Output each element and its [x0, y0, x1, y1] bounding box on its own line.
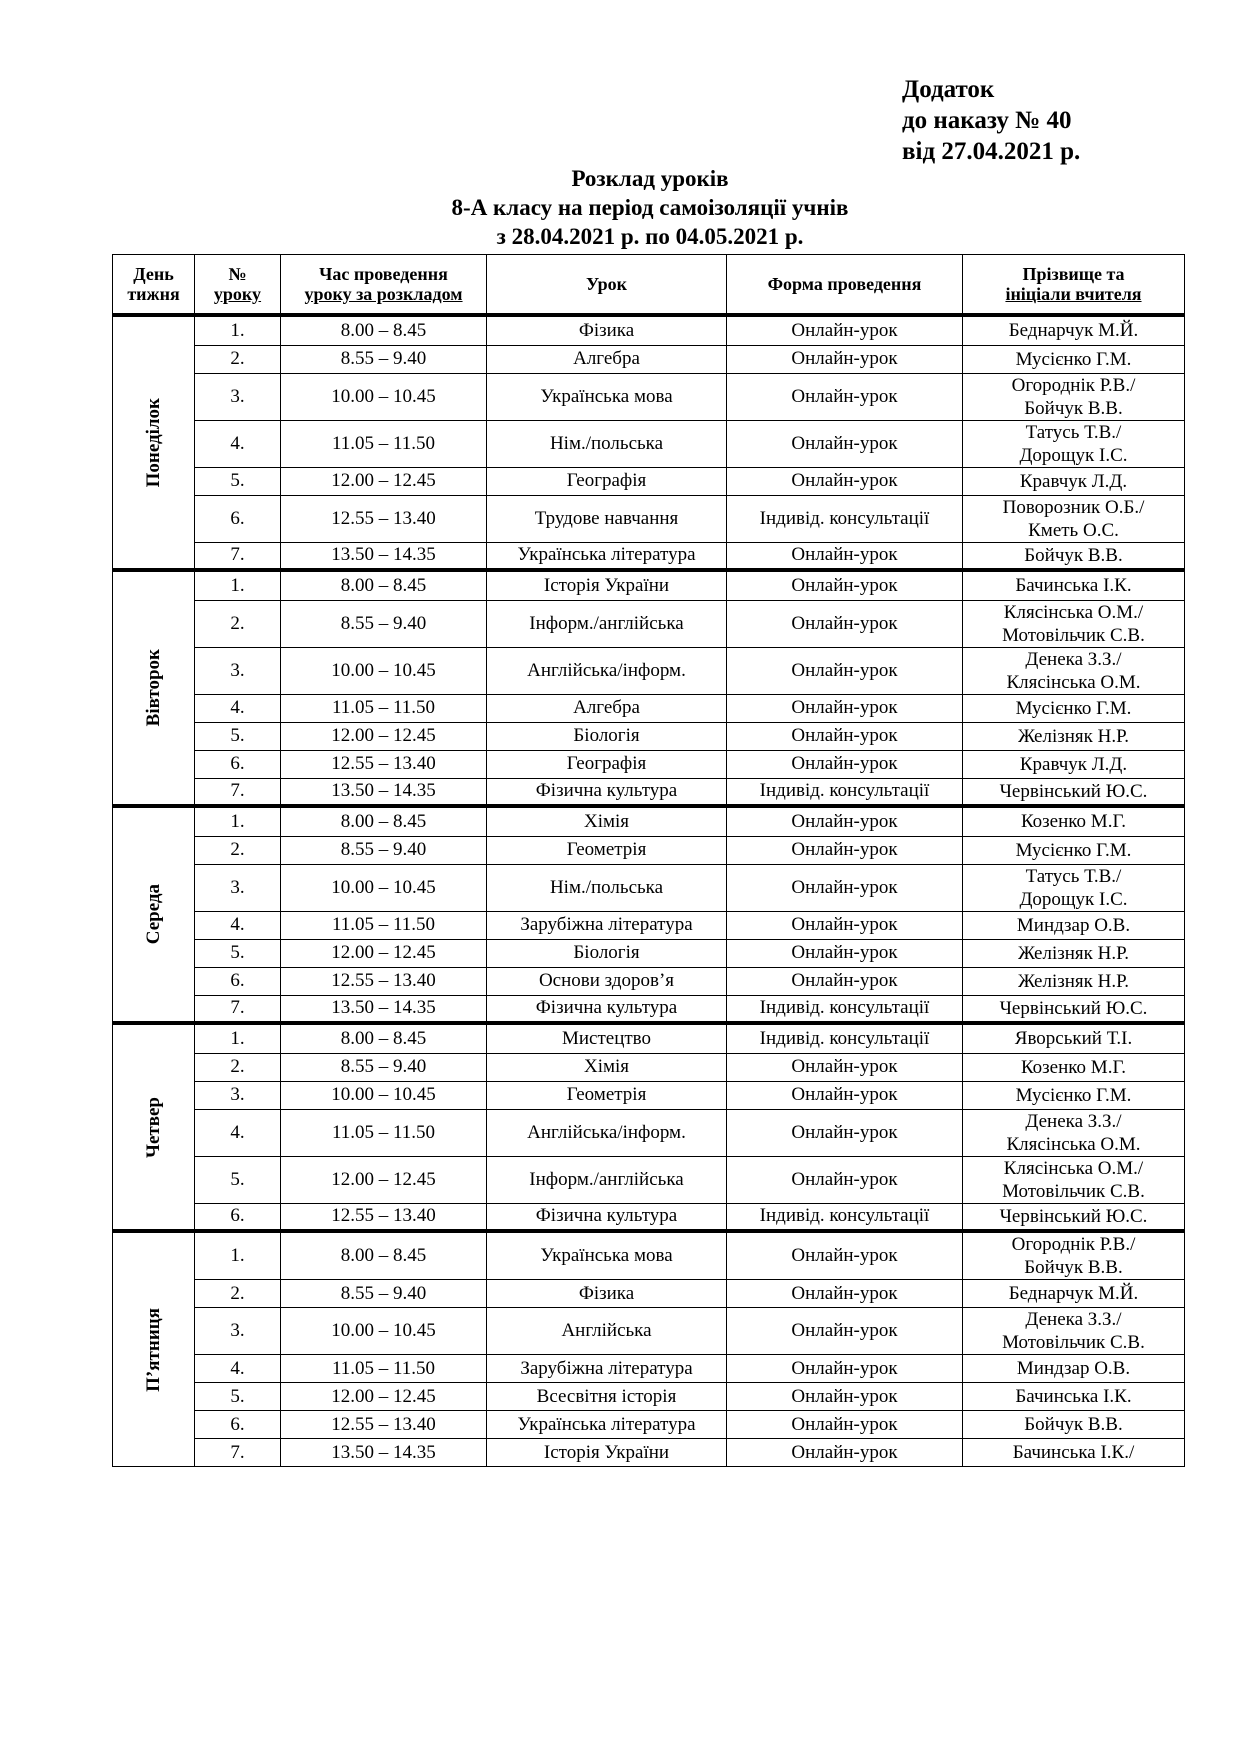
lesson-form: Онлайн-урок [727, 1109, 963, 1156]
lesson-form: Онлайн-урок [727, 806, 963, 836]
lesson-form: Онлайн-урок [727, 939, 963, 967]
lesson-number: 1. [195, 806, 281, 836]
table-row [113, 1439, 1185, 1467]
table-row [113, 600, 1185, 647]
lesson-form: Онлайн-урок [727, 750, 963, 778]
lesson-form: Онлайн-урок [727, 722, 963, 750]
lesson-subject: Геометрія [487, 836, 727, 864]
lesson-number: 6. [195, 750, 281, 778]
lesson-form: Онлайн-урок [727, 420, 963, 467]
table-row [113, 1308, 1185, 1355]
table-row [113, 722, 1185, 750]
lesson-number: 4. [195, 1355, 281, 1383]
table-row [113, 1355, 1185, 1383]
table-row [113, 1383, 1185, 1411]
table-row [113, 420, 1185, 467]
table-row [113, 373, 1185, 420]
teacher-name-line: Бачинська І.К. [1015, 575, 1132, 597]
table-row [113, 864, 1185, 911]
appendix-line-1: Додаток [902, 76, 995, 103]
lesson-time: 12.00 – 12.45 [281, 467, 487, 495]
lesson-number: 5. [195, 467, 281, 495]
day-label: Четвер [142, 1096, 164, 1158]
lesson-form: Онлайн-урок [727, 315, 963, 345]
day-cell [113, 315, 195, 570]
title-line-2: 8-А класу на період самоізоляції учнів [451, 195, 849, 220]
lesson-form: Онлайн-урок [727, 542, 963, 570]
lesson-time: 8.00 – 8.45 [281, 570, 487, 600]
day-cell [113, 806, 195, 1023]
teacher-name-line: Мусієнко Г.М. [1015, 1084, 1132, 1106]
teacher-name-line: Козенко М.Г. [1020, 1056, 1127, 1078]
lesson-teacher [963, 1023, 1185, 1053]
lesson-time: 11.05 – 11.50 [281, 420, 487, 467]
teacher-name-line: Кравчук Л.Д. [1019, 753, 1128, 775]
lesson-number: 2. [195, 600, 281, 647]
teacher-name-line: Огороднік Р.В./ [1011, 1234, 1136, 1255]
lesson-form: Індивід. консультації [727, 1203, 963, 1231]
lesson-subject: Алгебра [487, 345, 727, 373]
table-row [113, 1203, 1185, 1231]
teacher-name-line: Дорощук І.С. [1019, 888, 1128, 910]
lesson-time: 12.00 – 12.45 [281, 939, 487, 967]
table-row [113, 1023, 1185, 1053]
lesson-form: Індивід. консультації [727, 995, 963, 1023]
header-num: № уроку [195, 255, 281, 316]
lesson-form: Онлайн-урок [727, 570, 963, 600]
teacher-name-line: Мусієнко Г.М. [1015, 697, 1132, 719]
table-row [113, 939, 1185, 967]
lesson-teacher [963, 864, 1185, 911]
teacher-name-line: Бачинська І.К. [1015, 1386, 1132, 1407]
lesson-subject: Трудове навчання [487, 495, 727, 542]
lesson-subject: Англійська [487, 1308, 727, 1355]
teacher-name-line: Червінський Ю.С. [999, 997, 1148, 1019]
lesson-teacher [963, 1081, 1185, 1109]
lesson-number: 7. [195, 778, 281, 806]
lesson-number: 2. [195, 1280, 281, 1308]
lesson-time: 13.50 – 14.35 [281, 778, 487, 806]
lesson-number: 6. [195, 495, 281, 542]
lesson-teacher [963, 911, 1185, 939]
lesson-time: 8.55 – 9.40 [281, 345, 487, 373]
lesson-time: 11.05 – 11.50 [281, 911, 487, 939]
lesson-subject: Мистецтво [487, 1023, 727, 1053]
header-form: Форма проведення [727, 255, 963, 316]
lesson-subject: Геометрія [487, 1081, 727, 1109]
lesson-subject: Нім./польська [487, 864, 727, 911]
lesson-time: 12.55 – 13.40 [281, 750, 487, 778]
lesson-teacher [963, 315, 1185, 345]
table-row [113, 1280, 1185, 1308]
table-row [113, 778, 1185, 806]
table-row [113, 345, 1185, 373]
lesson-subject: Алгебра [487, 694, 727, 722]
lesson-form: Онлайн-урок [727, 836, 963, 864]
lesson-subject: Нім./польська [487, 420, 727, 467]
lesson-form: Онлайн-урок [727, 1383, 963, 1411]
lesson-teacher [963, 1411, 1185, 1439]
lesson-teacher [963, 1156, 1185, 1203]
title-line-1: Розклад уроків [571, 166, 729, 191]
lesson-number: 5. [195, 722, 281, 750]
table-row [113, 315, 1185, 345]
lesson-time: 8.55 – 9.40 [281, 600, 487, 647]
lesson-subject: Географія [487, 467, 727, 495]
lesson-subject: Зарубіжна література [487, 911, 727, 939]
day-label: Вівторок [142, 649, 164, 727]
teacher-name-line: Мусієнко Г.М. [1015, 839, 1132, 861]
lesson-subject: Фізика [487, 1280, 727, 1308]
teacher-name-line: Поворозник О.Б./ [1002, 496, 1145, 518]
lesson-teacher [963, 570, 1185, 600]
lesson-teacher [963, 939, 1185, 967]
table-row [113, 1231, 1185, 1280]
teacher-name-line: Желізняк Н.Р. [1017, 725, 1130, 747]
lesson-form: Індивід. консультації [727, 495, 963, 542]
lesson-number: 1. [195, 1231, 281, 1280]
lesson-subject: Історія України [487, 570, 727, 600]
lesson-teacher [963, 694, 1185, 722]
lesson-number: 3. [195, 647, 281, 694]
day-cell [113, 1023, 195, 1231]
lesson-subject: Фізика [487, 315, 727, 345]
lesson-time: 8.00 – 8.45 [281, 1231, 487, 1280]
lesson-time: 13.50 – 14.35 [281, 995, 487, 1023]
lesson-form: Онлайн-урок [727, 600, 963, 647]
lesson-time: 8.00 – 8.45 [281, 1023, 487, 1053]
lesson-subject: Інформ./англійська [487, 1156, 727, 1203]
appendix-block [902, 74, 1080, 167]
lesson-subject: Всесвітня історія [487, 1383, 727, 1411]
lesson-form: Онлайн-урок [727, 647, 963, 694]
lesson-time: 13.50 – 14.35 [281, 542, 487, 570]
teacher-name-line: Дорощук І.С. [1019, 444, 1128, 466]
lesson-subject: Українська мова [487, 1231, 727, 1280]
lesson-number: 2. [195, 1053, 281, 1081]
lesson-number: 4. [195, 694, 281, 722]
teacher-name-line: Клясінська О.М. [1006, 671, 1141, 693]
lesson-teacher [963, 467, 1185, 495]
teacher-name-line: Миндзар О.В. [1016, 914, 1131, 936]
table-row [113, 495, 1185, 542]
lesson-form: Онлайн-урок [727, 1156, 963, 1203]
lesson-subject: Біологія [487, 722, 727, 750]
lesson-number: 5. [195, 939, 281, 967]
lesson-teacher [963, 778, 1185, 806]
lesson-time: 10.00 – 10.45 [281, 1081, 487, 1109]
header-teacher: Прізвище та ініціали вчителя [963, 255, 1185, 316]
lesson-teacher [963, 1383, 1185, 1411]
lesson-subject: Англійська/інформ. [487, 647, 727, 694]
lesson-number: 5. [195, 1383, 281, 1411]
header-row [113, 255, 1185, 316]
lesson-time: 12.00 – 12.45 [281, 1156, 487, 1203]
lesson-teacher [963, 542, 1185, 570]
teacher-name-line: Желізняк Н.Р. [1017, 970, 1130, 992]
lesson-time: 12.00 – 12.45 [281, 722, 487, 750]
schedule-body [113, 315, 1185, 1467]
lesson-number: 5. [195, 1156, 281, 1203]
lesson-form: Онлайн-урок [727, 1439, 963, 1467]
lesson-teacher [963, 600, 1185, 647]
header-day: День тижня [113, 255, 195, 316]
lesson-time: 10.00 – 10.45 [281, 864, 487, 911]
lesson-number: 7. [195, 542, 281, 570]
lesson-form: Онлайн-урок [727, 911, 963, 939]
teacher-name-line: Бойчук В.В. [1024, 1257, 1123, 1278]
lesson-teacher [963, 495, 1185, 542]
day-cell [113, 1231, 195, 1467]
lesson-time: 12.00 – 12.45 [281, 1383, 487, 1411]
lesson-time: 12.55 – 13.40 [281, 1203, 487, 1231]
lesson-subject: Біологія [487, 939, 727, 967]
lesson-form: Онлайн-урок [727, 1355, 963, 1383]
lesson-time: 11.05 – 11.50 [281, 694, 487, 722]
table-row [113, 995, 1185, 1023]
lesson-number: 3. [195, 373, 281, 420]
lesson-number: 6. [195, 967, 281, 995]
table-row [113, 1156, 1185, 1203]
table-row [113, 806, 1185, 836]
lesson-number: 4. [195, 420, 281, 467]
teacher-name-line: Денека З.З./ [1025, 648, 1122, 670]
lesson-teacher [963, 1203, 1185, 1231]
teacher-name-line: Червінський Ю.С. [999, 780, 1148, 802]
lesson-form: Онлайн-урок [727, 1081, 963, 1109]
lesson-form: Онлайн-урок [727, 864, 963, 911]
lesson-form: Онлайн-урок [727, 1053, 963, 1081]
appendix-line-2: до наказу № 40 [902, 107, 1072, 134]
lesson-time: 10.00 – 10.45 [281, 647, 487, 694]
lesson-number: 1. [195, 315, 281, 345]
table-row [113, 967, 1185, 995]
header-lesson: Урок [487, 255, 727, 316]
lesson-subject: Фізична культура [487, 995, 727, 1023]
day-label: Середа [142, 884, 164, 945]
lesson-subject: Історія України [487, 1439, 727, 1467]
table-row [113, 836, 1185, 864]
lesson-time: 8.00 – 8.45 [281, 806, 487, 836]
lesson-number: 4. [195, 1109, 281, 1156]
lesson-number: 4. [195, 911, 281, 939]
teacher-name-line: Беднарчук М.Й. [1008, 1283, 1139, 1304]
header-time: Час проведення уроку за розкладом [281, 255, 487, 316]
lesson-form: Онлайн-урок [727, 1411, 963, 1439]
lesson-teacher [963, 806, 1185, 836]
lesson-form: Онлайн-урок [727, 373, 963, 420]
teacher-name-line: Червінський Ю.С. [999, 1205, 1148, 1227]
lesson-time: 12.55 – 13.40 [281, 967, 487, 995]
lesson-subject: Зарубіжна література [487, 1355, 727, 1383]
teacher-name-line: Желізняк Н.Р. [1017, 942, 1130, 964]
table-row [113, 1081, 1185, 1109]
lesson-teacher [963, 373, 1185, 420]
lesson-teacher [963, 836, 1185, 864]
appendix-line-3: від 27.04.2021 р. [902, 138, 1081, 165]
table-row [113, 1109, 1185, 1156]
table-row [113, 467, 1185, 495]
teacher-name-line: Клясінська О.М./ [1003, 601, 1144, 623]
table-row [113, 750, 1185, 778]
lesson-teacher [963, 647, 1185, 694]
lesson-time: 11.05 – 11.50 [281, 1355, 487, 1383]
lesson-subject: Фізична культура [487, 1203, 727, 1231]
lesson-form: Індивід. консультації [727, 1023, 963, 1053]
table-row [113, 647, 1185, 694]
document-title [300, 164, 1000, 251]
teacher-name-line: Козенко М.Г. [1020, 811, 1127, 833]
lesson-teacher [963, 995, 1185, 1023]
lesson-teacher [963, 750, 1185, 778]
lesson-form: Онлайн-урок [727, 694, 963, 722]
schedule-table [112, 254, 1185, 1467]
lesson-number: 2. [195, 345, 281, 373]
teacher-name-line: Бойчук В.В. [1024, 1414, 1123, 1435]
teacher-name-line: Кравчук Л.Д. [1019, 470, 1128, 492]
table-row [113, 570, 1185, 600]
lesson-number: 7. [195, 995, 281, 1023]
teacher-name-line: Яворський Т.І. [1014, 1028, 1133, 1050]
lesson-number: 1. [195, 1023, 281, 1053]
lesson-time: 13.50 – 14.35 [281, 1439, 487, 1467]
lesson-subject: Українська мова [487, 373, 727, 420]
lesson-form: Онлайн-урок [727, 345, 963, 373]
lesson-teacher [963, 420, 1185, 467]
lesson-number: 3. [195, 864, 281, 911]
lesson-teacher [963, 1355, 1185, 1383]
lesson-time: 8.55 – 9.40 [281, 1280, 487, 1308]
teacher-name-line: Бойчук В.В. [1024, 544, 1123, 566]
lesson-teacher [963, 345, 1185, 373]
lesson-form: Онлайн-урок [727, 1308, 963, 1355]
lesson-time: 10.00 – 10.45 [281, 1308, 487, 1355]
lesson-teacher [963, 1439, 1185, 1467]
table-row [113, 1411, 1185, 1439]
teacher-name-line: Мотовільчик С.В. [1002, 1180, 1145, 1202]
teacher-name-line: Мусієнко Г.М. [1015, 348, 1132, 370]
lesson-subject: Хімія [487, 806, 727, 836]
teacher-name-line: Татусь Т.В./ [1025, 421, 1122, 443]
teacher-name-line: Миндзар О.В. [1016, 1358, 1131, 1379]
teacher-name-line: Клясінська О.М./ [1003, 1157, 1144, 1179]
lesson-subject: Англійська/інформ. [487, 1109, 727, 1156]
teacher-name-line: Денека З.З./ [1025, 1110, 1122, 1132]
lesson-number: 6. [195, 1411, 281, 1439]
lesson-time: 8.00 – 8.45 [281, 315, 487, 345]
lesson-subject: Інформ./англійська [487, 600, 727, 647]
lesson-form: Онлайн-урок [727, 1231, 963, 1280]
table-row [113, 542, 1185, 570]
lesson-time: 12.55 – 13.40 [281, 1411, 487, 1439]
lesson-subject: Хімія [487, 1053, 727, 1081]
lesson-teacher [963, 1231, 1185, 1280]
lesson-number: 2. [195, 836, 281, 864]
table-row [113, 1053, 1185, 1081]
lesson-form: Онлайн-урок [727, 1280, 963, 1308]
day-label: П’ятниця [142, 1307, 164, 1392]
lesson-number: 6. [195, 1203, 281, 1231]
lesson-subject: Географія [487, 750, 727, 778]
lesson-teacher [963, 1280, 1185, 1308]
teacher-name-line: Мотовільчик С.В. [1002, 624, 1145, 646]
lesson-number: 3. [195, 1081, 281, 1109]
lesson-subject: Фізична культура [487, 778, 727, 806]
day-cell [113, 570, 195, 806]
lesson-number: 3. [195, 1308, 281, 1355]
lesson-time: 11.05 – 11.50 [281, 1109, 487, 1156]
title-line-3: з 28.04.2021 р. по 04.05.2021 р. [496, 224, 804, 249]
lesson-time: 10.00 – 10.45 [281, 373, 487, 420]
lesson-subject: Українська література [487, 1411, 727, 1439]
lesson-subject: Українська література [487, 542, 727, 570]
lesson-number: 7. [195, 1439, 281, 1467]
lesson-teacher [963, 967, 1185, 995]
lesson-teacher [963, 1308, 1185, 1355]
teacher-name-line: Кметь О.С. [1028, 519, 1119, 541]
teacher-name-line: Беднарчук М.Й. [1008, 320, 1139, 342]
lesson-time: 12.55 – 13.40 [281, 495, 487, 542]
teacher-name-line: Огороднік Р.В./ [1011, 374, 1136, 396]
lesson-form: Онлайн-урок [727, 467, 963, 495]
lesson-time: 8.55 – 9.40 [281, 836, 487, 864]
teacher-name-line: Бойчук В.В. [1024, 397, 1123, 419]
lesson-subject: Основи здоров’я [487, 967, 727, 995]
teacher-name-line: Татусь Т.В./ [1025, 865, 1122, 887]
teacher-name-line: Бачинська І.К./ [1012, 1442, 1135, 1463]
lesson-teacher [963, 1109, 1185, 1156]
lesson-time: 8.55 – 9.40 [281, 1053, 487, 1081]
teacher-name-line: Денека З.З./ [1025, 1309, 1122, 1330]
lesson-teacher [963, 1053, 1185, 1081]
lesson-number: 1. [195, 570, 281, 600]
lesson-form: Індивід. консультації [727, 778, 963, 806]
teacher-name-line: Мотовільчик С.В. [1002, 1332, 1145, 1353]
lesson-teacher [963, 722, 1185, 750]
table-row [113, 694, 1185, 722]
teacher-name-line: Клясінська О.М. [1006, 1133, 1141, 1155]
table-row [113, 911, 1185, 939]
lesson-form: Онлайн-урок [727, 967, 963, 995]
day-label: Понеділок [142, 397, 164, 488]
